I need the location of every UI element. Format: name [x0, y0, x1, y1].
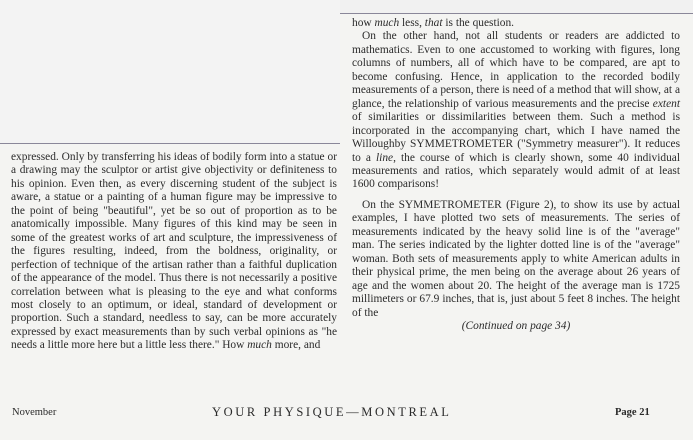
left-column [11, 151, 337, 353]
left-paragraph [11, 151, 337, 353]
text: , the course of which is clearly shown, some 40 individual measurements and ratios, which separately would admit of at least 1600 comparisons! [352, 151, 680, 191]
right-paragraph-3: On the SYMMETROMETER (Figure 2), to show its use by actual examples, I have plotted two sets of measurements. The series of measurements indicated by the heavy solid line is of the "average" man. The series indicated by the lighter dotted line is of the "average" woman. Both sets of measurements apply to white American adults in their physical prime, the men being on the average about 26 years of age and the women about 20. The height of the average man is 1725 millimeters or 67.9 inches, that is, just about 5 feet 8 inches. The height of the [352, 198, 680, 319]
emphasis-that: that [424, 17, 443, 29]
text: is the question. [442, 17, 515, 29]
page-footer [0, 407, 693, 425]
footer-magazine-title: YOUR PHYSIQUE—MONTREAL [212, 405, 452, 419]
continued-note: (Continued on page 34) [461, 319, 571, 332]
emphasis-extent: extent [652, 97, 680, 110]
text: On the other hand, not all students or readers are addicted to mathematics. Even to one accustomed to working with figures, long columns of numbers, all of which have to be compared, are apt to become confusing. Hence, in application to the recorded bodily measurements of a person, there is need of a method that will show, at a glance, the relationship of various measurements and the precise [352, 30, 680, 110]
text: of similarities or dissimilarities between them. Such a method is incorporated in the accompanying chart, which I have named the Willoughby SYMMETROMETER ("Symmetry measurer"). It reduces to a [352, 111, 680, 164]
emphasis-much: much [247, 339, 272, 352]
right-paragraph-2 [352, 30, 680, 191]
footer-page-number: Page 21 [615, 407, 650, 418]
left-paragraph-text: expressed. Only by transferring his ideas of bodily form into a statue or a drawing may the sculptor or artist give objectivity or definiteness to his opinion. Even then, as every discerning student of the subject is aware, a statue or a painting of a human figure may be impressive to the point of being "beautiful", yet be so out of proportion as to be anatomically impossible. Many figures of this kind may be seen in some of the greatest works of art and sculpture, the impressiveness of the figures resulting, indeed, from the boldness, originality, or perfection of technique of the artisan rather than a faithful duplication of the appearance of the model. Thus there is not necessarily a positive correlation between what is pleasing to the eye and what conforms most closely to an optimum, or ideal, standard of development or proportion. Such a standard, needless to say, can be more accurately expressed by exact measurements than by such verbal opinions as "he needs a little more here but a little less there." How [11, 151, 337, 352]
text: less, [399, 17, 425, 29]
right-paragraph-1 [352, 17, 680, 30]
right-column [352, 17, 680, 333]
footer-month: November [12, 407, 57, 418]
left-paragraph-tail: more, and [271, 339, 321, 352]
text: how [352, 17, 375, 29]
page-edge-line [340, 13, 693, 14]
blank-paper-area [0, 0, 340, 144]
emphasis-line: line [375, 151, 394, 164]
emphasis-much: much [374, 17, 400, 29]
